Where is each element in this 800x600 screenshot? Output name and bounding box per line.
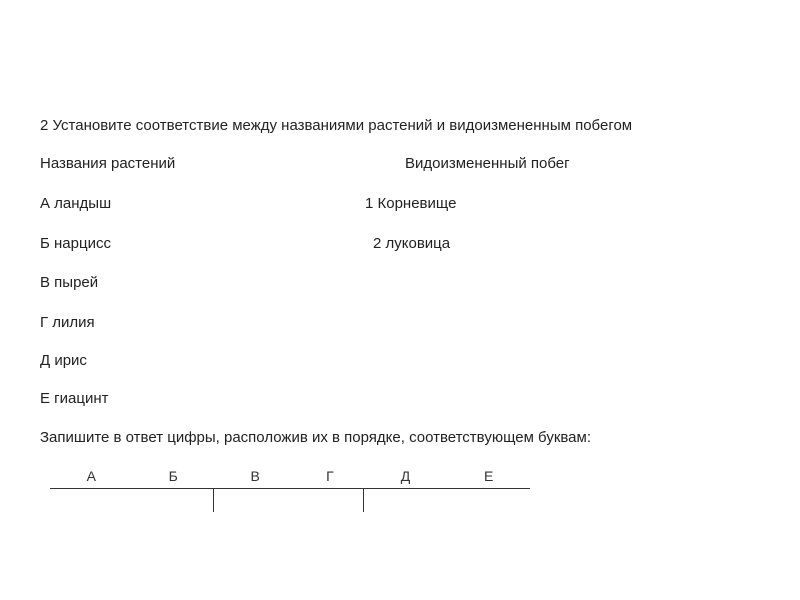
answer-cell[interactable]: [214, 489, 297, 513]
letter-cell: Б: [133, 464, 214, 489]
answer-cell[interactable]: [447, 489, 530, 513]
letter-cell: Е: [447, 464, 530, 489]
letter-cell: Г: [296, 464, 363, 489]
plant-item: Д ирис: [40, 352, 87, 369]
answer-table-answer-row: [50, 489, 530, 513]
answer-table: [50, 464, 530, 512]
modified-shoot-header: Видоизмененный побег: [405, 155, 570, 172]
letter-cell: Д: [364, 464, 448, 489]
question-text: 2 Установите соответствие между названиями растений и видоизмененным побегом: [40, 117, 633, 134]
answer-cell[interactable]: [296, 489, 363, 513]
letter-cell: В: [214, 464, 297, 489]
shoot-item: 2 луковица: [373, 235, 451, 252]
shoot-item: 1 Корневище: [365, 195, 457, 212]
plant-item: Б нарцисс: [40, 235, 111, 252]
answer-table-header-row: [50, 464, 530, 489]
plant-item: В пырей: [40, 274, 99, 291]
instruction-text: Запишите в ответ цифры, расположив их в порядке, соответствующем буквам:: [40, 429, 592, 446]
plant-item: Е гиацинт: [40, 390, 109, 407]
answer-cell[interactable]: [50, 489, 133, 513]
answer-cell[interactable]: [133, 489, 214, 513]
plant-item: А ландыш: [40, 195, 112, 212]
letter-cell: А: [50, 464, 133, 489]
answer-cell[interactable]: [364, 489, 448, 513]
plant-item: Г лилия: [40, 314, 95, 331]
plant-names-header: Названия растений: [40, 155, 176, 172]
